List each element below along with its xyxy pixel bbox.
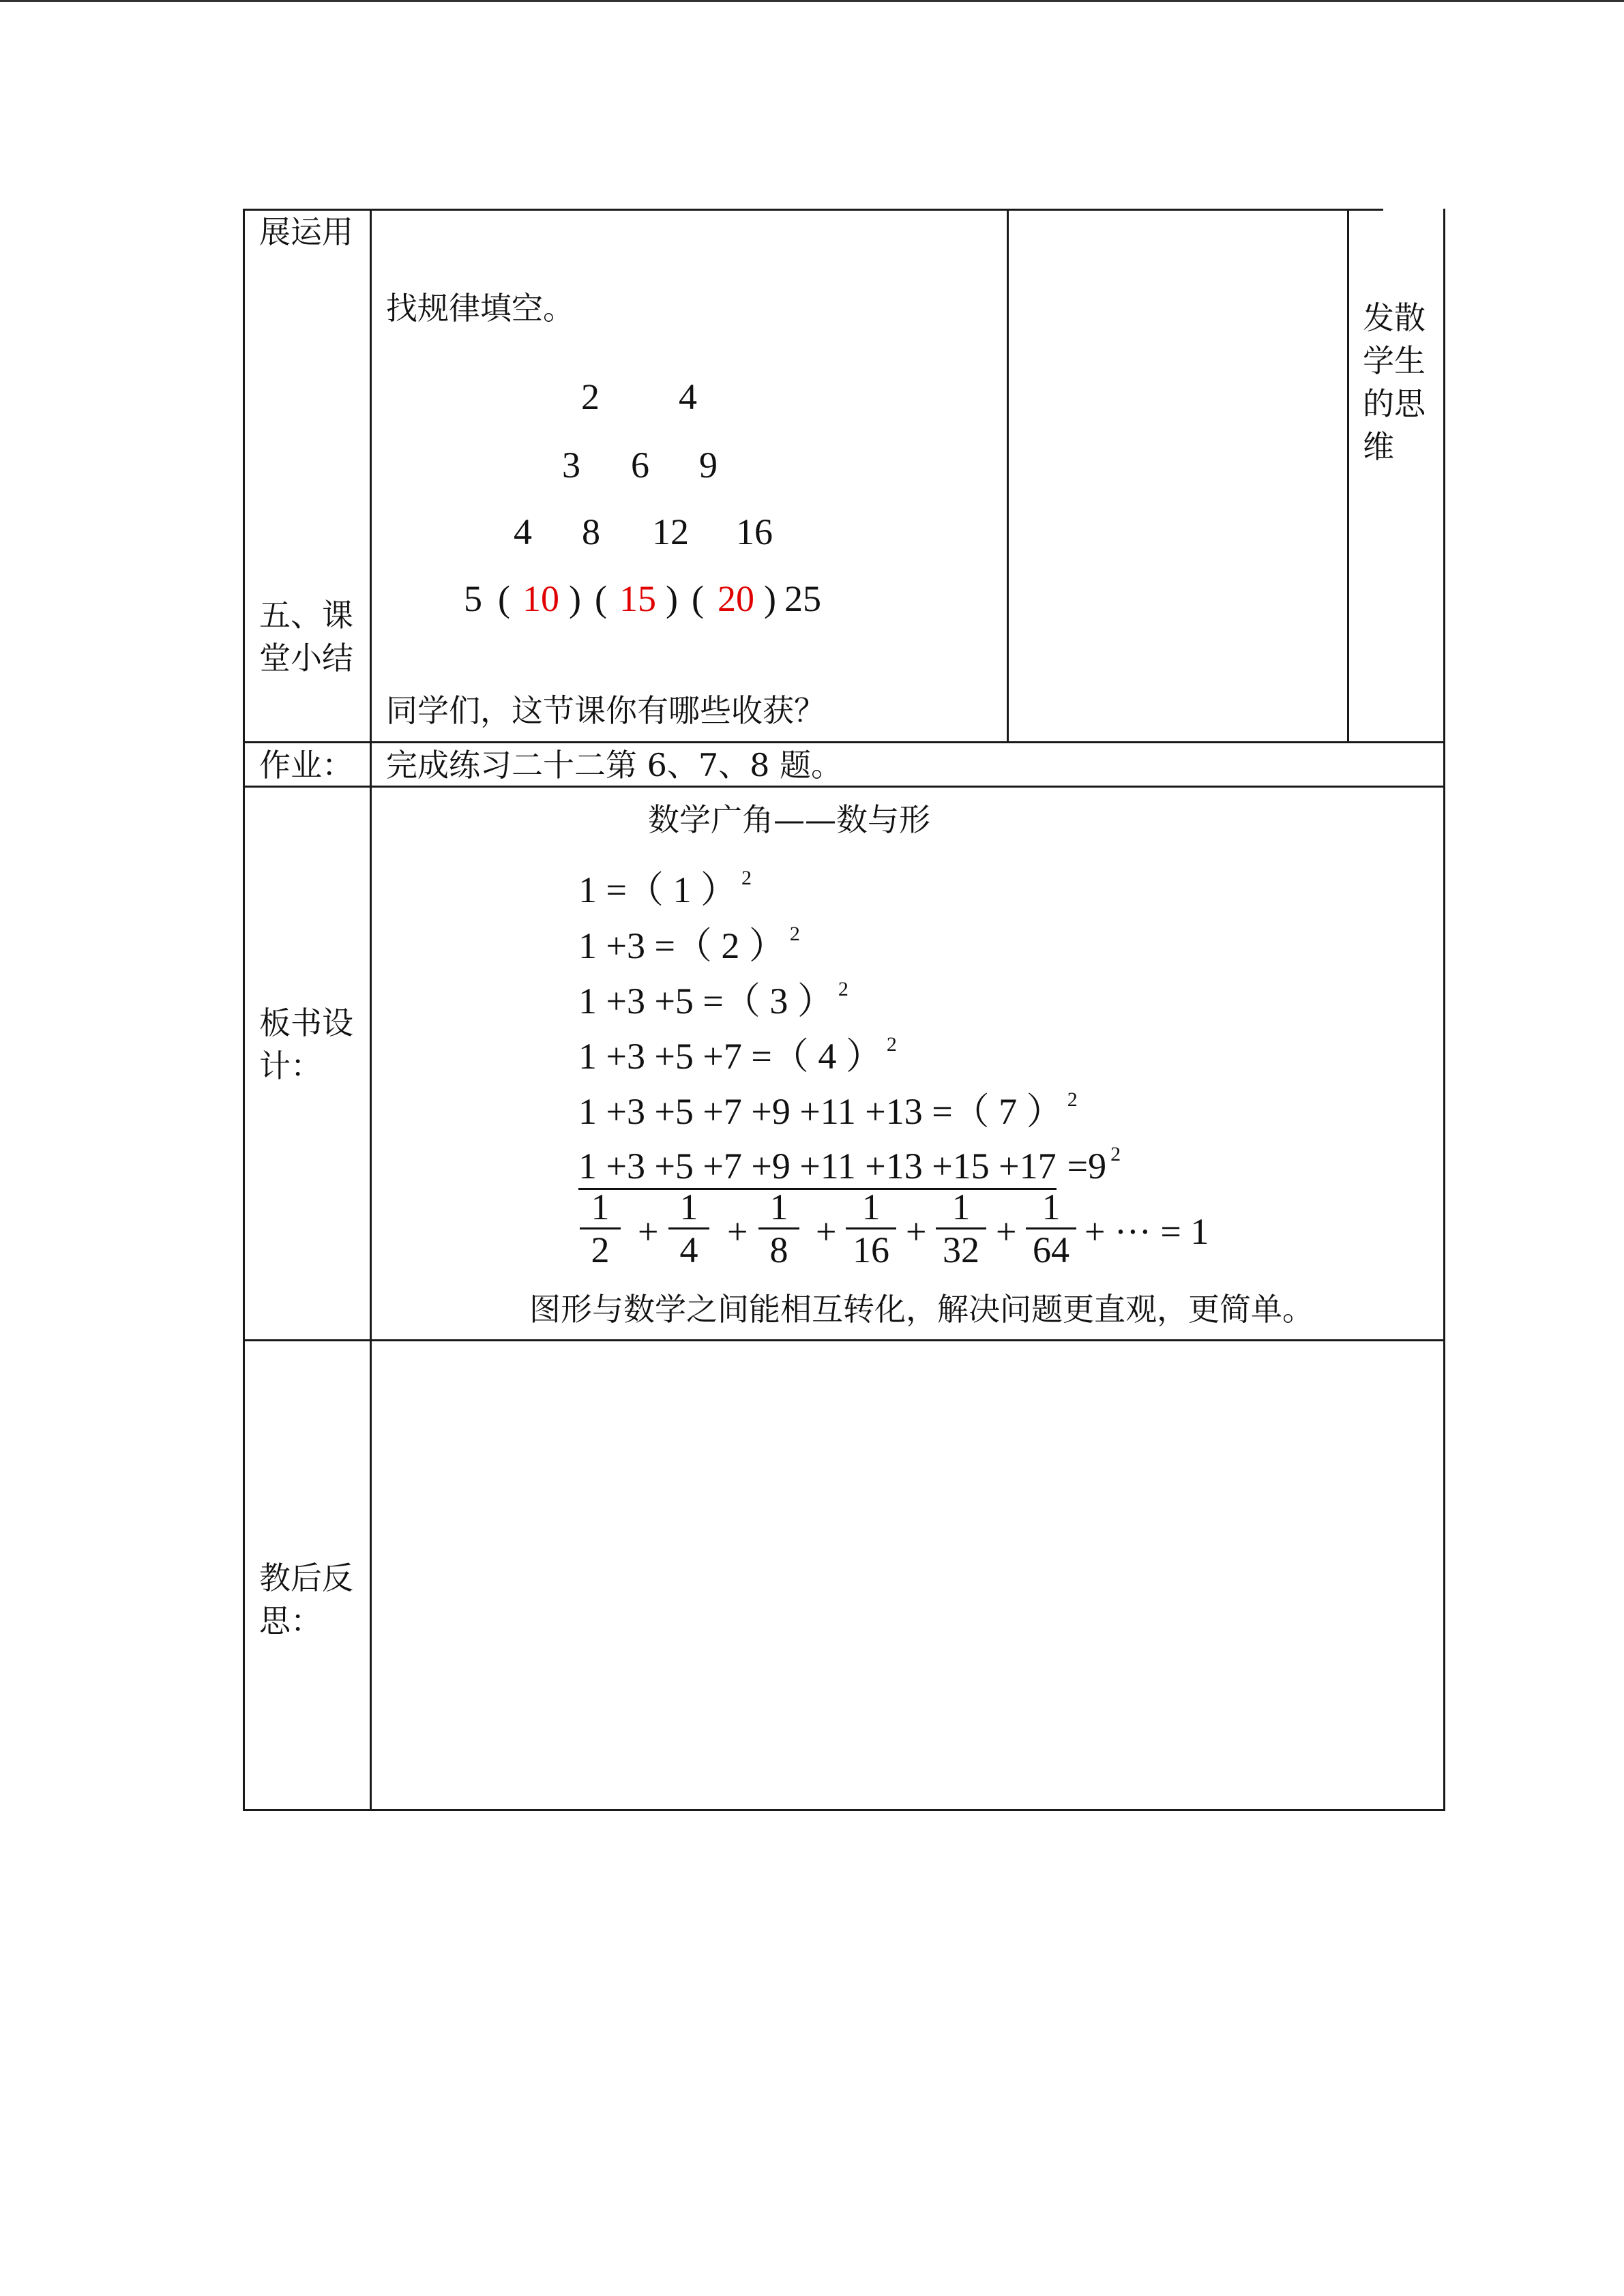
homework-content: 完成练习二十二第 6、7、8 题。 [386,747,843,784]
tri-r4-answer-1: 10 [522,578,559,619]
tri-r4-answer-2: 15 [619,578,656,619]
fraction-6 [1026,1188,1076,1269]
equation-1-exp: 2 [741,867,752,889]
equation-6-lhs: 1 +3 +5 +7 +9 +11 +13 +15 +17 [578,1146,1057,1190]
fraction-6-num: 1 [1042,1187,1061,1227]
tri-r4-answer-3: 20 [718,578,754,619]
plus-5: + [996,1211,1017,1252]
label-board-line1: 板书设 [259,1004,353,1041]
tri-r4-paren-close-2: ) [666,578,678,619]
table-top-border [243,209,1383,211]
equation-2-lhs: 1 +3 =（ 2 ） [578,925,786,966]
equation-2 [578,914,800,966]
fraction-1-den: 2 [591,1229,610,1270]
fraction-2-den: 4 [679,1229,698,1270]
equation-4 [578,1024,897,1077]
tri-r4-paren-open-1: ( [498,578,510,619]
tri-r3-1: 4 [514,511,532,552]
plus-1: + [638,1211,659,1252]
tri-r4-start: 5 [464,578,482,619]
label-summary-line1: 五、课 [259,597,353,633]
content-column-divider [1007,209,1009,742]
tri-r4-paren-open-3: ( [692,578,704,619]
board-conclusion: 图形与数学之间能相互转化，解决问题更直观，更简单。 [529,1291,1314,1328]
instruction-text: 找规律填空。 [386,290,574,327]
series-tail: + ··· = 1 [1084,1211,1209,1252]
equation-1-lhs: 1 =（ 1 ） [578,869,737,910]
fraction-6-den: 64 [1033,1229,1069,1270]
label-reflection-line2: 思： [259,1602,322,1639]
fraction-3-den: 8 [769,1229,788,1270]
equation-6 [578,1134,1121,1190]
equation-4-lhs: 1 +3 +5 +7 =（ 4 ） [578,1036,883,1077]
equation-1 [578,858,752,910]
label-homework: 作业： [259,747,353,784]
plus-4: + [906,1211,927,1252]
label-summary-line2: 堂小结 [259,640,353,676]
tri-r3-2: 8 [582,511,600,552]
tri-r2-3: 9 [699,445,718,486]
fraction-4-den: 16 [853,1229,889,1270]
tri-r4-paren-close-3: ) [764,578,776,619]
equation-6-exp: 2 [1110,1143,1121,1165]
equation-2-exp: 2 [789,923,800,945]
fraction-4-num: 1 [861,1187,881,1227]
note-column-divider [1347,209,1349,742]
note-line-1: 发散 [1363,299,1426,336]
plus-3: + [816,1211,837,1252]
tri-r4-paren-open-2: ( [595,578,607,619]
reflection-content-area [372,1341,1443,1809]
tri-r1-1: 2 [581,376,600,417]
equation-6-rhs: =9 [1067,1146,1107,1187]
tri-r3-3: 12 [652,511,689,552]
label-extend-application: 展运用 [259,213,353,250]
board-title: 数学广角——数与形 [648,801,930,838]
label-board-line2: 计： [259,1047,322,1084]
table-right-border [1443,209,1445,1811]
plus-2: + [727,1211,748,1252]
fraction-2 [668,1188,709,1269]
table-bottom-border [243,1809,1445,1811]
table-left-border [243,209,245,1811]
equation-5 [578,1079,1078,1132]
equation-5-exp: 2 [1067,1088,1078,1111]
fraction-1 [580,1188,621,1269]
note-line-2: 学生 [1363,342,1426,379]
equation-3 [578,969,848,1022]
fraction-2-num: 1 [679,1187,698,1227]
tri-r4-paren-close-1: ) [569,578,581,619]
equation-3-exp: 2 [838,978,848,1000]
tri-r2-1: 3 [562,445,580,486]
page-top-border [0,0,1624,2]
fraction-5-num: 1 [951,1187,971,1227]
equation-5-lhs: 1 +3 +5 +7 +9 +11 +13 =（ 7 ） [578,1091,1063,1132]
fraction-5 [936,1188,986,1269]
fraction-4 [846,1188,896,1269]
tri-r1-2: 4 [679,376,697,417]
fraction-5-den: 32 [943,1229,979,1270]
fraction-1-num: 1 [591,1187,610,1227]
note-line-4: 维 [1363,428,1394,465]
equation-4-exp: 2 [886,1033,897,1056]
note-line-3: 的思 [1363,385,1426,422]
label-reflection-line1: 教后反 [259,1560,353,1596]
tri-r2-2: 6 [631,445,649,486]
equation-3-lhs: 1 +3 +5 =（ 3 ） [578,981,834,1022]
tri-r3-4: 16 [736,511,773,552]
tri-r4-end: 25 [784,578,821,619]
fraction-3 [758,1188,799,1269]
summary-question: 同学们，这节课你有哪些收获？ [386,692,825,729]
fraction-3-num: 1 [769,1187,788,1227]
